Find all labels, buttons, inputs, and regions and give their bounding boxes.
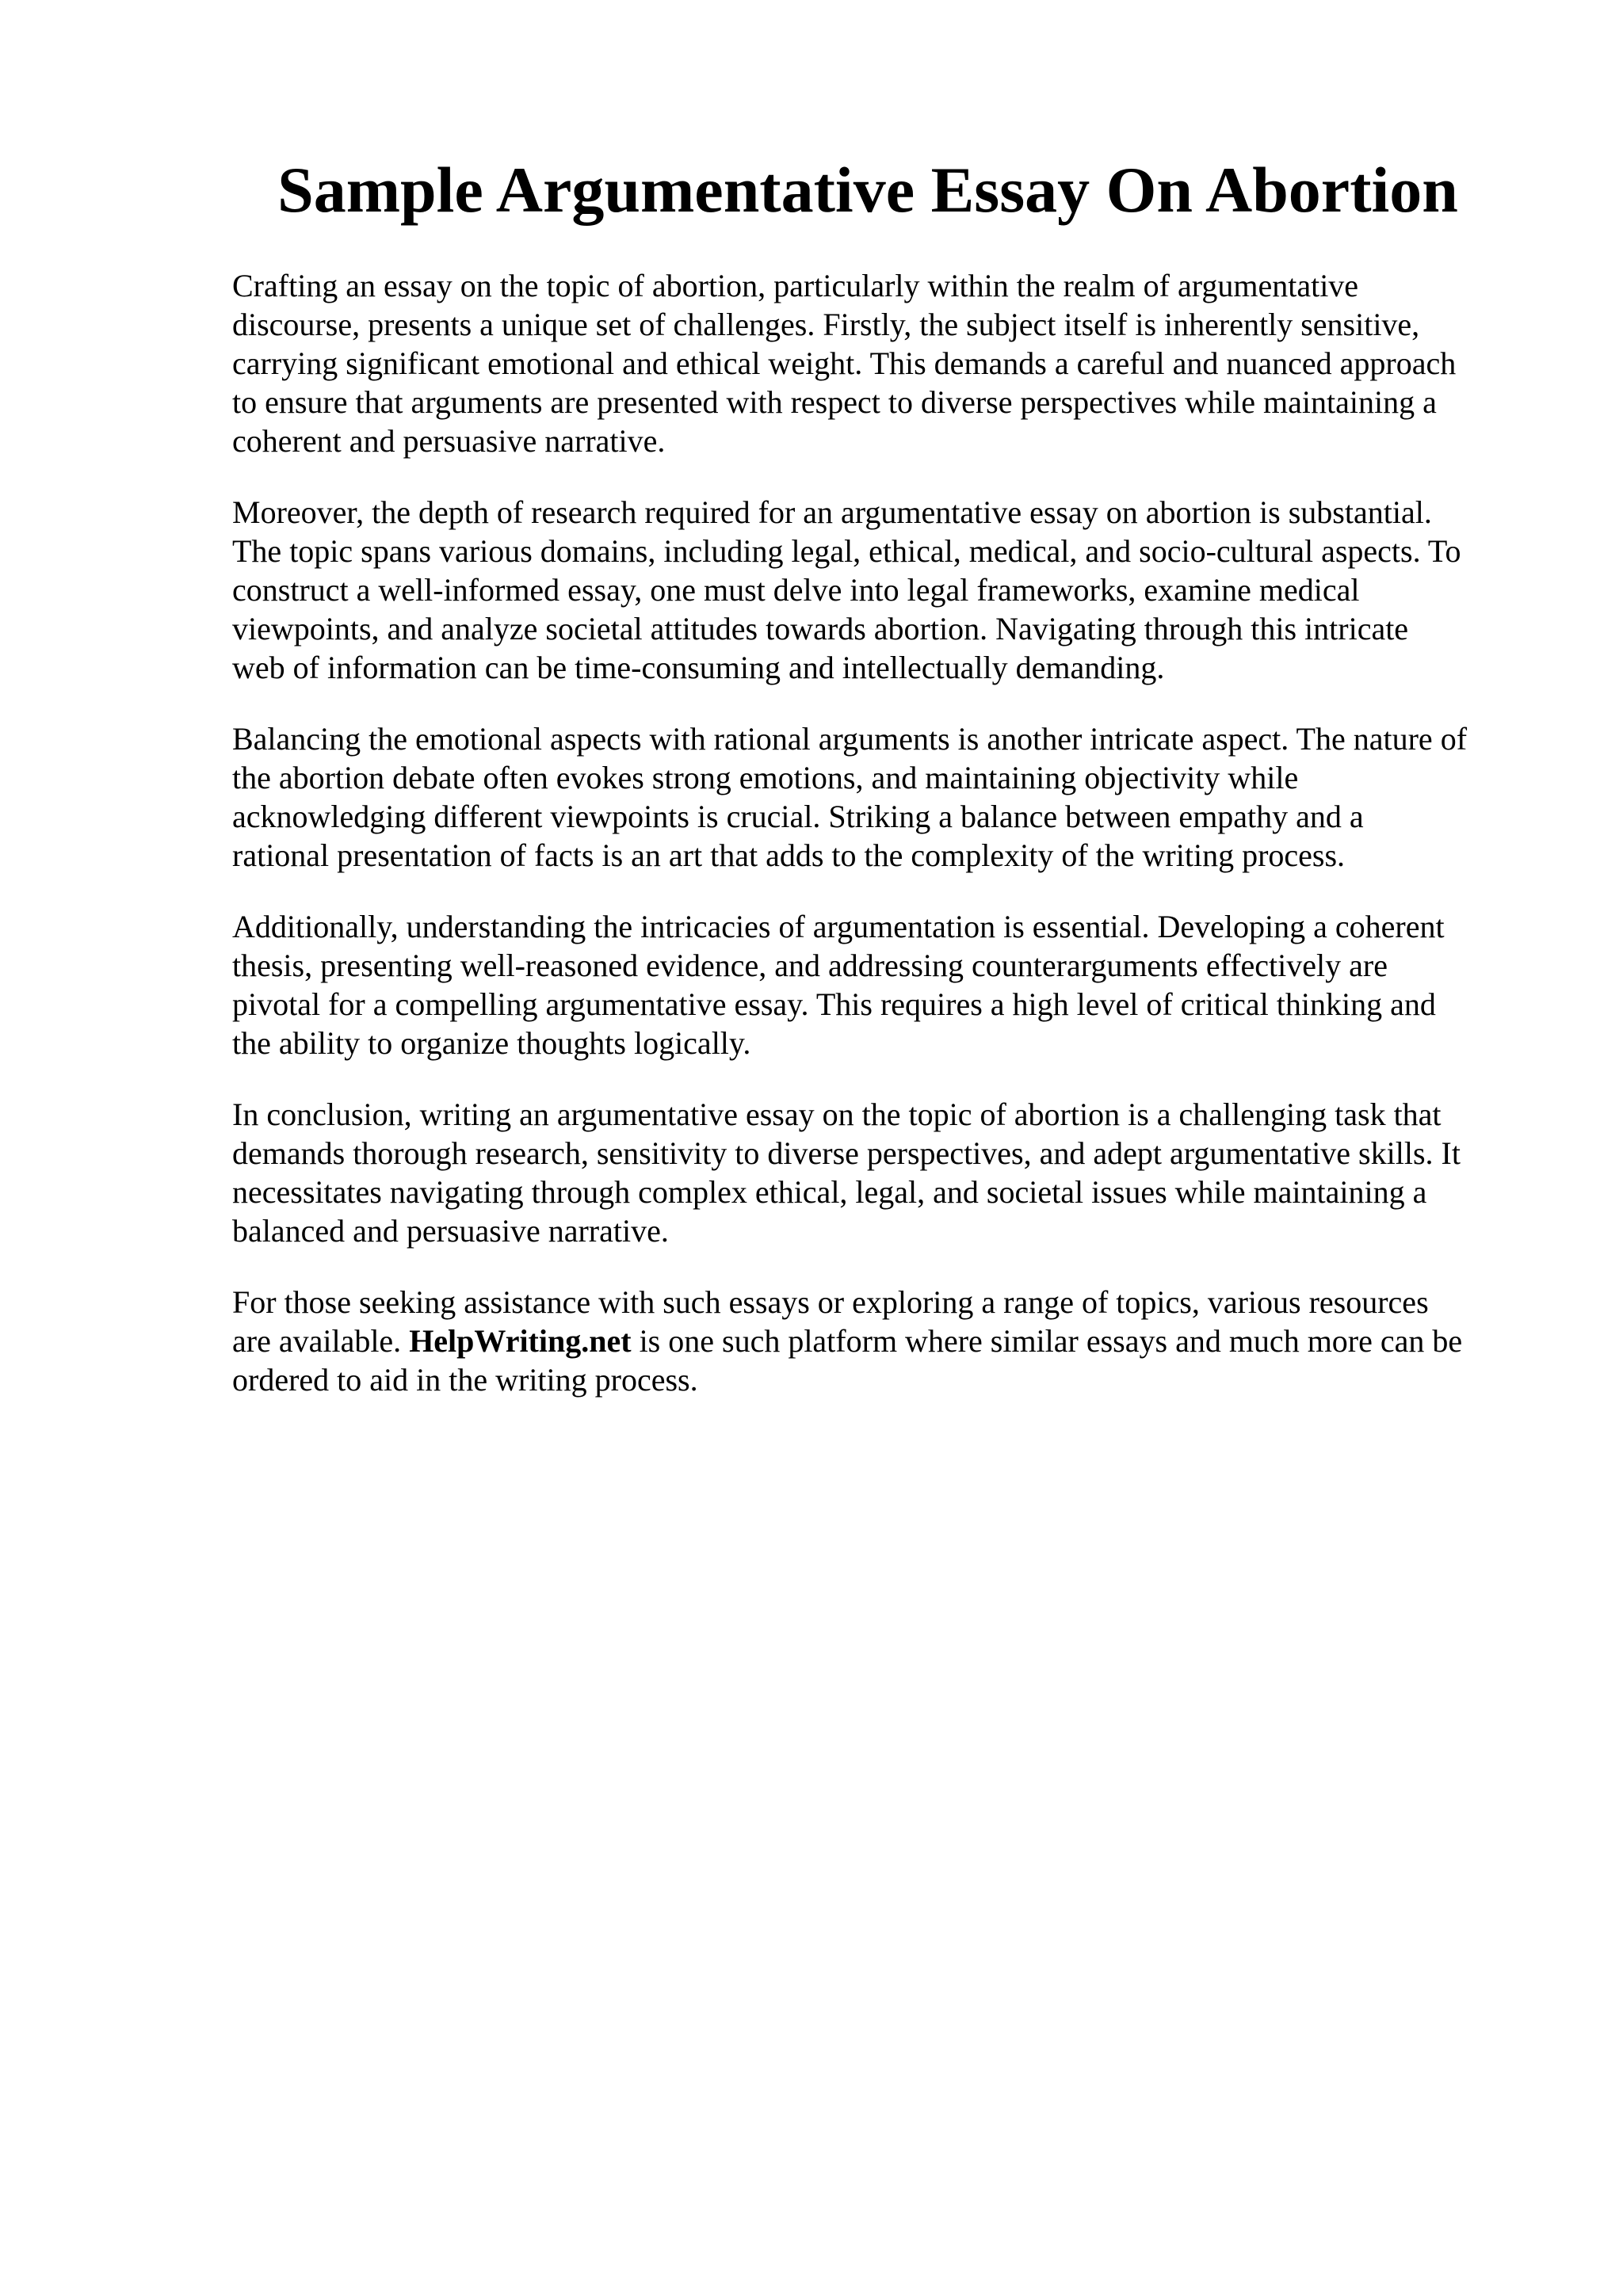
paragraph-line: Balancing the emotional aspects with rational arguments is another intricate aspect. The nature of [232,721,1468,757]
paragraph-line: Crafting an essay on the topic of abortion, particularly within the realm of argumentative [232,268,1359,303]
paragraph-line: The topic spans various domains, including legal, ethical, medical, and socio-cultural aspects. To [232,533,1461,569]
paragraph-line: viewpoints, and analyze societal attitudes towards abortion. Navigating through this intricate [232,611,1409,646]
paragraph-5 [232,1095,1532,1250]
paragraph-line: acknowledging different viewpoints is crucial. Striking a balance between empathy and a [232,799,1364,834]
paragraph-line: web of information can be time-consuming and intellectually demanding. [232,650,1165,685]
paragraph-3 [232,719,1532,875]
closing-text-before: are available. [232,1323,410,1359]
paragraph-line: demands thorough research, sensitivity to diverse perspectives, and adept argumentative skills. It [232,1135,1461,1171]
paragraph-line: carrying significant emotional and ethical weight. This demands a careful and nuanced approach [232,345,1457,381]
paragraph-line: to ensure that arguments are presented with respect to diverse perspectives while maintaining a [232,384,1437,420]
document-title: Sample Argumentative Essay On Abortion [277,154,1458,226]
closing-paragraph [232,1283,1532,1399]
paragraph-line: thesis, presenting well-reasoned evidence, and addressing counterarguments effectively are [232,948,1388,983]
paragraph-line: construct a well-informed essay, one must delve into legal frameworks, examine medical [232,572,1360,608]
paragraph-line: ordered to aid in the writing process. [232,1362,698,1398]
paragraph-line: the ability to organize thoughts logically. [232,1025,751,1061]
paragraph-line: Moreover, the depth of research required for an argumentative essay on abortion is substantial. [232,494,1432,530]
paragraph-line: discourse, presents a unique set of challenges. Firstly, the subject itself is inherently sensitive, [232,307,1420,342]
paragraph-4 [232,907,1532,1062]
paragraph-line: pivotal for a compelling argumentative essay. This requires a high level of critical thinking and [232,986,1436,1022]
paragraph-line: the abortion debate often evokes strong emotions, and maintaining objectivity while [232,760,1299,795]
paragraph-line: Additionally, understanding the intricacies of argumentation is essential. Developing a coherent [232,909,1445,944]
paragraph-1 [232,266,1532,460]
paragraph-line: necessitates navigating through complex ethical, legal, and societal issues while maintaining a [232,1174,1427,1210]
paragraph-line [232,1322,1532,1360]
brand-name: HelpWriting.net [409,1323,632,1359]
paragraph-line: balanced and persuasive narrative. [232,1213,669,1249]
paragraph-line: For those seeking assistance with such essays or exploring a range of topics, various resources [232,1284,1429,1320]
paragraph-line: coherent and persuasive narrative. [232,423,666,459]
paragraph-line: rational presentation of facts is an art that adds to the complexity of the writing process. [232,837,1346,873]
document-body [232,266,1532,1432]
paragraph-line: In conclusion, writing an argumentative essay on the topic of abortion is a challenging task that [232,1097,1442,1132]
paragraph-2 [232,493,1532,687]
closing-text-after: is one such platform where similar essays and much more can be [631,1323,1463,1359]
